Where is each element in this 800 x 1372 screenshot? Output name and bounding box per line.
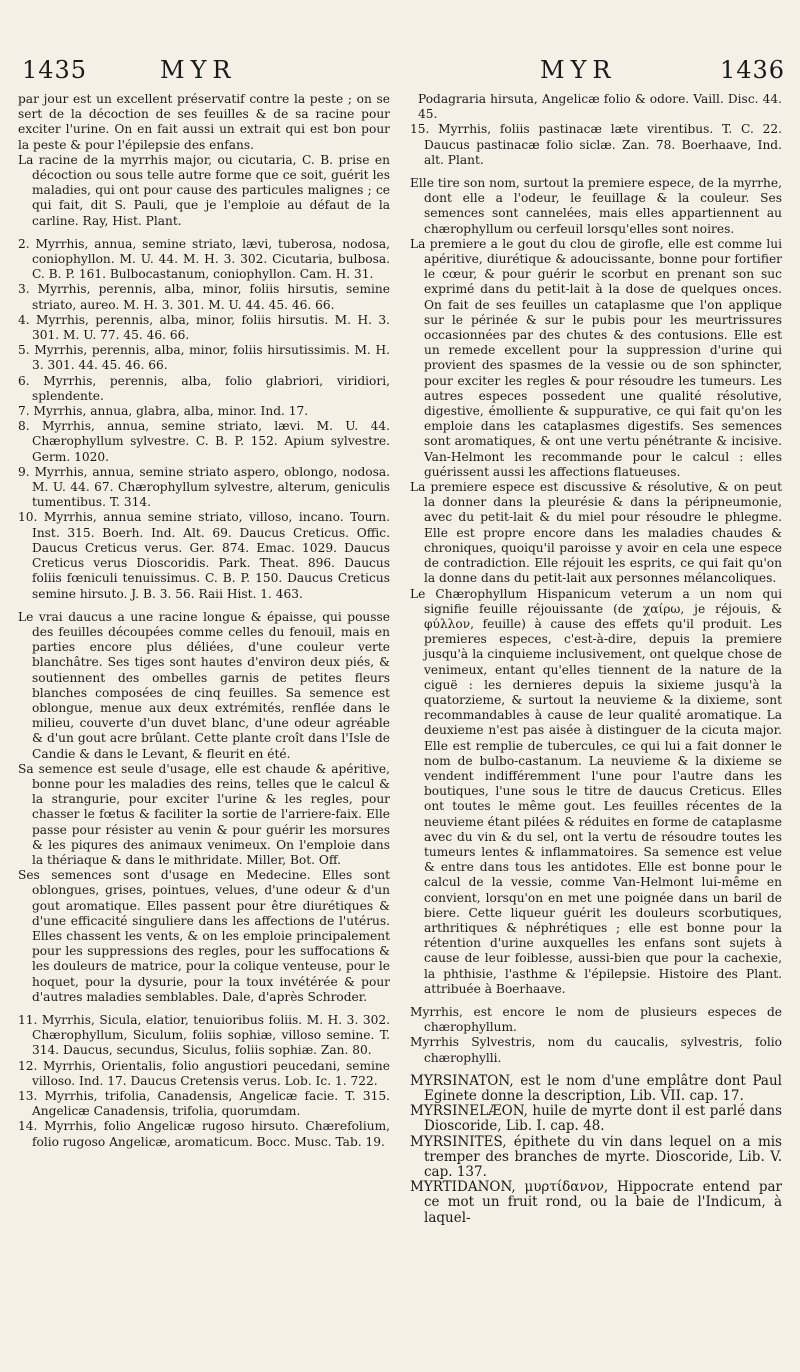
dictionary-entry: MYRSINELÆON, huile de myrte dont il est parlé dans Dioscoride, Lib. I. cap. 48. [410, 1103, 782, 1135]
species-entry: 15. Myrrhis, foliis pastinacæ læte virentibus. T. C. 22. Daucus pastinacæ folio siclæ. Zan. 78. Boerhaave, Ind. alt. Plant. [410, 122, 782, 167]
page-header [0, 56, 800, 96]
species-entry: 8. Myrrhis, annua, semine striato, lævi. M. U. 44. Chærophyllum sylvestre. C. B. P. 152. Apium sylvestre. Germ. 1020. [18, 419, 390, 464]
dictionary-entry: Myrrhis, est encore le nom de plusieurs especes de chærophyllum. [410, 1004, 782, 1035]
paragraph: La racine de la myrrhis major, ou cicutaria, C. B. prise en décoction ou sous telle autre forme que ce soit, guérit les maladies, qui ont pour cause des particules malignes ; ce qui fait, dit S. Pauli, que je l'emploie au défaut de la carline. Ray, Hist. Plant. [18, 152, 390, 228]
species-entry: Podagraria hirsuta, Angelicæ folio & odore. Vaill. Disc. 44. 45. [418, 92, 782, 122]
species-entry: 10. Myrrhis, annua semine striato, villoso, incano. Tourn. Inst. 315. Boerh. Ind. Alt. 69. Daucus Creticus. Offic. Daucus Creticus verus. Ger. 874. Emac. 1029. Daucus Creticus verus Dioscoridis. Park. Theat. 896. Daucus foliis fœniculi tenuissimus. C. B. P. 150. Daucus Creticus semine hirsuto. J. B. 3. 56. Raii Hist. 1. 463. [18, 510, 390, 601]
species-entry: 2. Myrrhis, annua, semine striato, lævi, tuberosa, nodosa, coniophyllon. M. U. 44. M. H. 3. 302. Cicutaria, bulbosa. C. B. P. 161. Bulbocastanum, coniophyllon. Cam. H. 31. [18, 236, 390, 282]
left-column [18, 92, 390, 1362]
species-entry: 7. Myrrhis, annua, glabra, alba, minor. Ind. 17. [18, 404, 309, 419]
running-head-left: MYR [160, 56, 237, 84]
species-entry: 14. Myrrhis, folio Angelicæ rugoso hirsuto. Chærefolium, folio rugoso Angelicæ, aromaticum. Bocc. Musc. Tab. 19. [18, 1119, 390, 1149]
paragraph: Le vrai daucus a une racine longue & épaisse, qui pousse des feuilles découpées comme celles du fenouil, mais en parties encore plus déliées, d'une couleur verte blanchâtre. Ses tiges sont hautes d'environ deux piés, & soutiennent des ombelles garnis de petites fleurs blanches composées de cinq feuilles. Sa semence est oblongue, menue aux deux extrémités, renflée dans le milieu, couverte d'un duvet blanc, d'une odeur agréable & d'un gout acre brûlant. Cette plante croît dans l'Isle de Candie & dans le Levant, & fleurit en été. [18, 609, 390, 761]
species-entry: 5. Myrrhis, perennis, alba, minor, foliis hirsutissimis. M. H. 3. 301. 44. 45. 46. 66. [18, 343, 390, 373]
species-entry: 11. Myrrhis, Sicula, elatior, tenuioribus foliis. M. H. 3. 302. Chærophyllum, Siculum, foliis sophiæ, villoso semine. T. 314. Daucus, secundus, Siculus, foliis sophiæ. Zan. 80. [18, 1012, 390, 1058]
dictionary-entry: MYRSINATON, est le nom d'une emplâtre dont Paul Eginete donne la description, Lib. VII. cap. 17. [410, 1072, 782, 1104]
paragraph: La premiere a le gout du clou de girofle, elle est comme lui apéritive, diurétique & adoucissante, bonne pour fortifier le cœur, & pour guérir le scorbut en prenant son suc exprimé dans du petit-lait à la dose de quelques onces. On fait de ses feuilles un cataplasme que l'on applique sur le périnée & sur le pubis pour les meurtrissures occasionnées par des chutes & des contusions. Elle est un remede excellent pour la suppression d'urine qui provient des spasmes de la vessie ou de son sphincter, pour exciter les regles & pour résoudre les tumeurs. Les autres especes possedent une qualité résolutive, digestive, émolliente & suppurative, ce qui fait qu'on les emploie dans les cataplasmes digestifs. Ses semences sont aromatiques, & ont une vertu pénétrante & incisive. Van-Helmont les recommande pour le calcul : elles guérissent aussi les affections flatueuses. [410, 236, 782, 479]
paragraph: Le Chærophyllum Hispanicum veterum a un nom qui signifie feuille réjouissante (de χαίρω, je réjouis, & φύλλον, feuille) à cause des effets qu'il produit. Les premieres especes, c'est-à-dire, depuis la premiere jusqu'à la cinquieme inclusivement, ont quelque chose de venimeux, entant qu'elles tiennent de la nature de la ciguë : les dernieres depuis la sixieme jusqu'à la quatorzieme, & surtout la neuvieme & la dixieme, sont recommandables à cause de leur qualité aromatique. La deuxieme n'est pas aisée à distinguer de la cicuta major. Elle est remplie de tubercules, ce qui lui a fait donner le nom de bulbo-castanum. La neuvieme & la dixieme se vendent indifféremment l'une pour l'autre dans les boutiques, l'une sous le titre de daucus Creticus. Elles ont toutes le même gout. Les feuilles récentes de la neuvieme étant pilées & réduites en forme de cataplasme avec du vin & du sel, ont la vertu de résoudre toutes les tumeurs lentes & inflammatoires. Sa semence est velue & entre dans tous les antidotes. Elle est bonne pour le calcul de la vessie, comme Van-Helmont lui-même en convient, lorsqu'on en met une poignée dans un baril de biere. Cette liqueur guérit les douleurs scorbutiques, arthritiques & néphrétiques ; elle est bonne pour la rétention d'urine auxquelles les enfans sont sujets à cause de leur foiblesse, aussi-bien que pour la cachexie, la phthisie, l'asthme & l'épilepsie. Histoire des Plant. attribuée à Boerhaave. [410, 586, 782, 996]
running-head-right: MYR [540, 56, 617, 84]
species-entry: 4. Myrrhis, perennis, alba, minor, foliis hirsutis. M. H. 3. 301. M. U. 77. 45. 46. 66. [18, 312, 390, 343]
species-entry: 13. Myrrhis, trifolia, Canadensis, Angelicæ facie. T. 315. Angelicæ Canadensis, trifolia, quorumdam. [18, 1089, 390, 1119]
page-number-right: 1436 [720, 56, 786, 84]
right-column [410, 92, 782, 1362]
species-entry: 9. Myrrhis, annua, semine striato aspero, oblongo, nodosa. M. U. 44. 67. Chærophyllum sylvestre, alterum, geniculis tumentibus. T. 314. [18, 464, 390, 510]
dictionary-entry: Myrrhis Sylvestris, nom du caucalis, sylvestris, folio chærophylli. [410, 1035, 782, 1065]
species-entry: 3. Myrrhis, perennis, alba, minor, foliis hirsutis, semine striato, aureo. M. H. 3. 301. M. U. 44. 45. 46. 66. [18, 282, 390, 312]
paragraph: par jour est un excellent préservatif contre la peste ; on se sert de la décoction de ses feuilles & de sa racine pour exciter l'urine. On en fait aussi un extrait qui est bon pour la peste & pour l'épilepsie des enfans. [18, 92, 390, 152]
paragraph: Ses semences sont d'usage en Medecine. Elles sont oblongues, grises, pointues, velues, d'une odeur & d'un gout aromatique. Elles passent pour être diurétiques & d'une efficacité singuliere dans les affections de l'utérus. Elles chassent les vents, & on les emploie principalement pour les suppressions des regles, pour les suffocations & les douleurs de matrice, pour la colique venteuse, pour le hoquet, pour la dysurie, pour la toux invétérée & pour d'autres maladies semblables. Dale, d'après Schroder. [18, 868, 390, 1004]
paragraph: La premiere espece est discussive & résolutive, & on peut la donner dans la pleurésie & dans la péripneumonie, avec du petit-lait & du miel pour résoudre le phlegme. Elle est propre encore dans les maladies chaudes & chroniques, quoiqu'il paroisse y avoir en cela une espece de contradiction. Elle réjouit les esprits, ce qui fait qu'on la donne dans du petit-lait aux personnes mélancoliques. [410, 480, 782, 586]
paragraph: Sa semence est seule d'usage, elle est chaude & apéritive, bonne pour les maladies des reins, telles que le calcul & la strangurie, pour exciter l'urine & les regles, pour chasser le fœtus & faciliter la sortie de l'arriere-faix. Elle passe pour résister au venin & pour guérir les morsures & les piqures des animaux venimeux. On l'emploie dans la thériaque & dans le mithridate. Miller, Bot. Off. [18, 761, 390, 867]
dictionary-entry: MYRTIDANON, μυρτίδανον, Hippocrate entend par ce mot un fruit rond, ou la baie de l'Indicum, à laquel- [410, 1179, 782, 1226]
paragraph: Elle tire son nom, surtout la premiere espece, de la myrrhe, dont elle a l'odeur, le feuillage & la couleur. Ses semences sont cannelées, mais elles appartiennent au chærophyllum ou cerfeuil lorsqu'elles sont noires. [410, 176, 782, 236]
page-number-left: 1435 [22, 56, 88, 84]
species-entry: 6. Myrrhis, perennis, alba, folio glabriori, viridiori, splendente. [18, 373, 390, 403]
species-entry: 12. Myrrhis, Orientalis, folio angustiori peucedani, semine villoso. Ind. 17. Daucus Cretensis verus. Lob. Ic. 1. 722. [18, 1058, 390, 1088]
dictionary-entry: MYRSINITES, épithete du vin dans lequel on a mis tremper des branches de myrte. Dioscoride, Lib. V. cap. 137. [410, 1133, 782, 1181]
